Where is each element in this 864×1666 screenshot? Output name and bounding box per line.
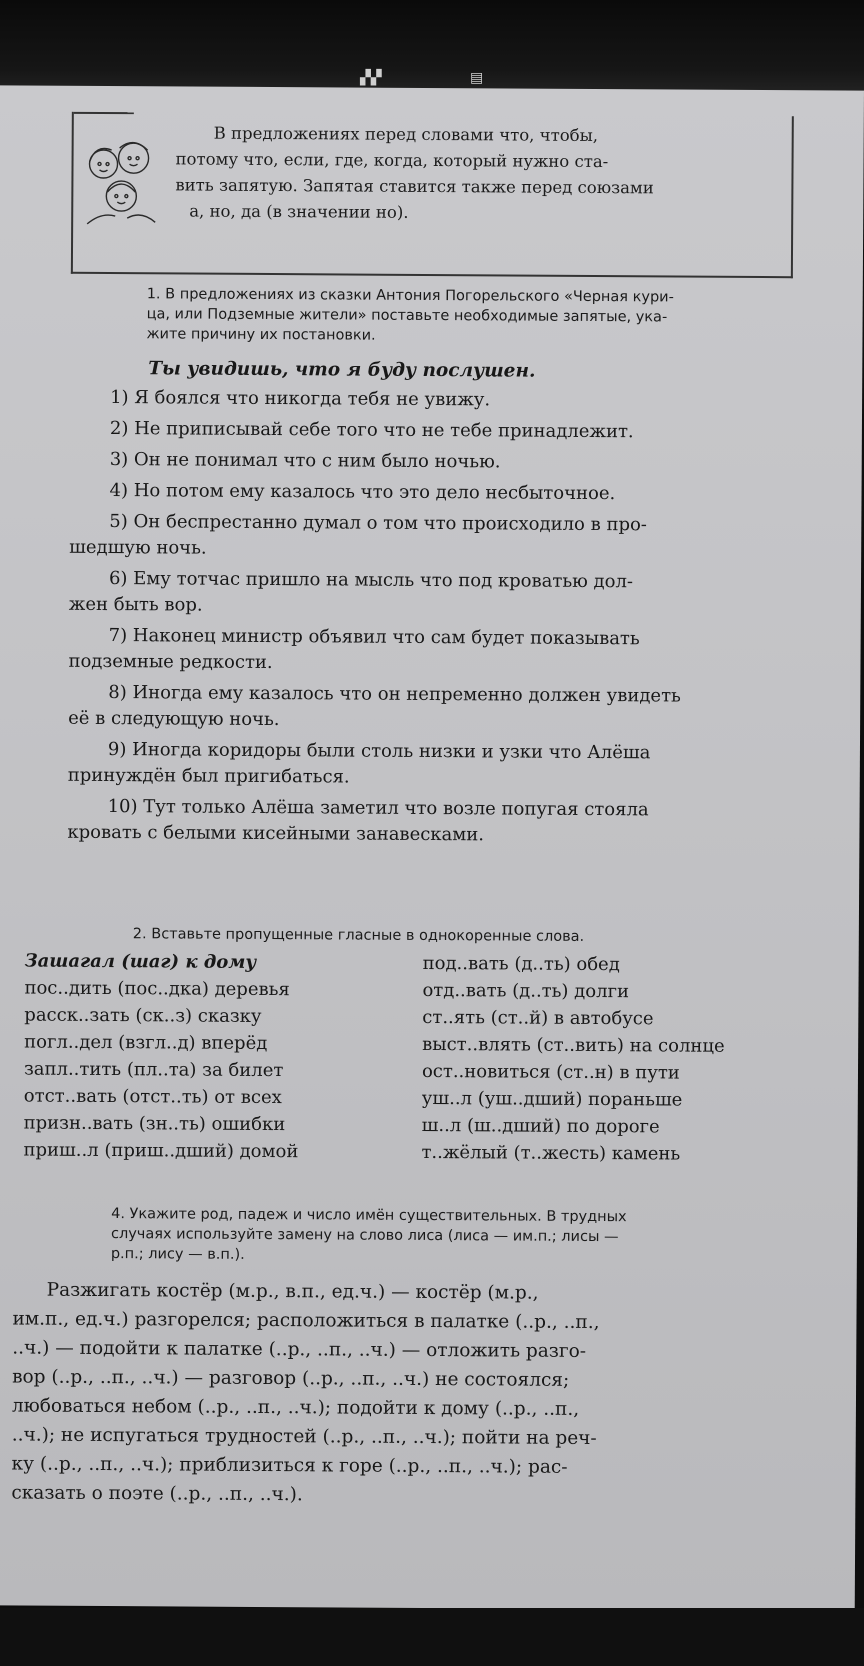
task1-heading-line: ца, или Подземные жители» поставьте необходимые запятые, ука- <box>146 306 668 326</box>
word-row: Зашагал (шаг) к дому <box>24 950 257 973</box>
rule-text <box>175 120 751 228</box>
keyboard-icon: ▤ <box>470 70 484 86</box>
word-row: т..жёлый (т..жесть) камень <box>421 1141 681 1165</box>
sentence-line: 1) Я боялся что никогда тебя не увижу. <box>110 387 491 411</box>
word-row: погл..дел (взгл..д) вперёд <box>24 1031 268 1055</box>
sentence-item <box>70 416 790 446</box>
word-row: пос..дить (пос..дка) деревья <box>24 977 290 1001</box>
word-row: отд..вать (д..ть) долги <box>422 979 630 1003</box>
task1-heading-line: 1. В предложениях из сказки Антония Погорельского «Черная кури- <box>146 286 674 306</box>
sentence-item <box>68 737 788 793</box>
word-row: ост..новиться (ст..н) в пути <box>421 1060 680 1084</box>
task1-example: Ты увидишь, что я буду послушен. <box>148 358 536 382</box>
sentence-item <box>69 478 789 508</box>
sentence-item <box>69 509 789 565</box>
word-row: приш..л (приш..дший) домой <box>23 1139 299 1163</box>
sentence-line: 4) Но потом ему казалось что это дело несбыточное. <box>109 480 616 505</box>
sentence-item <box>70 447 790 477</box>
sentence-line: кровать с белыми кисейными занавесками. <box>67 821 485 846</box>
word-row: призн..вать (зн..ть) ошибки <box>23 1112 286 1136</box>
rule-line: потому что, если, где, когда, который нужно ста- <box>175 149 609 172</box>
sentence-item <box>70 385 790 415</box>
sentence-item <box>68 623 788 679</box>
sentence-line: 10) Тут только Алёша заметил что возле попугая стояла <box>107 796 649 821</box>
sentence-line: шедшую ночь. <box>69 536 207 559</box>
task4-line: вор (..р., ..п., ..ч.) — разговор (..р., ..п., ..ч.) не состоялся; <box>12 1366 570 1391</box>
textbook-page <box>0 85 864 1610</box>
rule-box-topline <box>74 112 134 114</box>
task1-heading <box>146 284 786 348</box>
window-glyph-icon: ▞▞ <box>360 70 382 86</box>
word-row: отст..вать (отст..ть) от всех <box>23 1085 282 1109</box>
word-row: выст..влять (ст..вить) на солнце <box>422 1033 725 1057</box>
sentence-item <box>67 794 787 850</box>
rule-line: В предложениях перед словами что, чтобы, <box>213 123 599 146</box>
task4-line: ..ч.) — подойти к палатке (..р., ..п., ..ч.) — отложить разго- <box>12 1337 587 1362</box>
sentence-line: подземные редкости. <box>68 650 273 674</box>
sentence-line: 9) Иногда коридоры были столь низки и узки что Алёша <box>107 739 651 764</box>
task4-line: Разжигать костёр (м.р., в.п., ед.ч.) — костёр (м.р., <box>46 1279 539 1304</box>
task4-body <box>11 1275 752 1512</box>
task4-heading-line: р.п.; лису — в.п.). <box>110 1246 245 1263</box>
word-row: расск..зать (ск..з) сказку <box>24 1004 262 1027</box>
task4-line: любоваться небом (..р., ..п., ..ч.); подойти к дому (..р., ..п., <box>11 1395 580 1420</box>
word-row: ш..л (ш..дший) по дороге <box>421 1114 660 1138</box>
sentence-line: 8) Иногда ему казалось что он непременно должен увидеть <box>108 682 681 707</box>
children-illustration-icon <box>81 134 162 232</box>
task4-heading-line: случаях используйте замену на слово лиса (лиса — им.п.; лисы — <box>110 1226 619 1246</box>
rule-line: а, но, да (в значении но). <box>189 201 409 222</box>
task4-line: ку (..р., ..п., ..ч.); приблизиться к горе (..р., ..п., ..ч.); рас- <box>11 1453 568 1478</box>
sentence-line: 2) Не приписывай себе того что не тебе принадлежит. <box>109 418 634 443</box>
task2-heading: 2. Вставьте пропущенные гласные в однокоренные слова. <box>132 926 585 945</box>
task4-heading <box>111 1204 751 1268</box>
word-row: запл..тить (пл..та) за билет <box>23 1058 284 1082</box>
rule-line: вить запятую. Запятая ставится также перед союзами <box>175 175 654 198</box>
sentence-line: 6) Ему тотчас пришло на мысль что под кроватью дол- <box>108 568 634 593</box>
sentence-line: жен быть вор. <box>68 593 203 616</box>
sentence-line: 7) Наконец министр объявил что сам будет показывать <box>108 625 640 650</box>
task4-line: сказать о поэте (..р., ..п., ..ч.). <box>11 1482 303 1506</box>
sentence-line: принуждён был пригибаться. <box>67 764 350 788</box>
task2-left-column <box>23 948 394 1166</box>
word-row: ст..ять (ст..й) в автобусе <box>422 1006 654 1030</box>
rule-box <box>71 112 794 278</box>
task4-line: им.п., ед.ч.) разгорелся; расположиться в палатке (..р., ..п., <box>12 1308 600 1334</box>
sentence-line: её в следующую ночь. <box>68 707 280 731</box>
sentence-list <box>67 385 790 850</box>
task2-right-column <box>421 950 822 1168</box>
sentence-line: 3) Он не понимал что с ним было ночью. <box>109 449 501 473</box>
word-row: под..вать (д..ть) обед <box>422 952 620 976</box>
sentence-line: 5) Он беспрестанно думал о том что происходило в про- <box>109 511 647 536</box>
task1-sentences <box>67 358 790 855</box>
task4-heading-line: 4. Укажите род, падеж и число имён существительных. В трудных <box>111 1206 627 1226</box>
task4-line: ..ч.); не испугаться трудностей (..р., ..п., ..ч.); пойти на реч- <box>11 1424 597 1450</box>
photo-top-edge <box>0 0 864 92</box>
task1-heading-line: жите причину их постановки. <box>146 326 376 344</box>
sentence-item <box>69 566 789 622</box>
photo-bottom-edge <box>0 1608 864 1666</box>
word-row: уш..л (уш..дший) пораньше <box>421 1087 683 1111</box>
sentence-item <box>68 680 788 736</box>
